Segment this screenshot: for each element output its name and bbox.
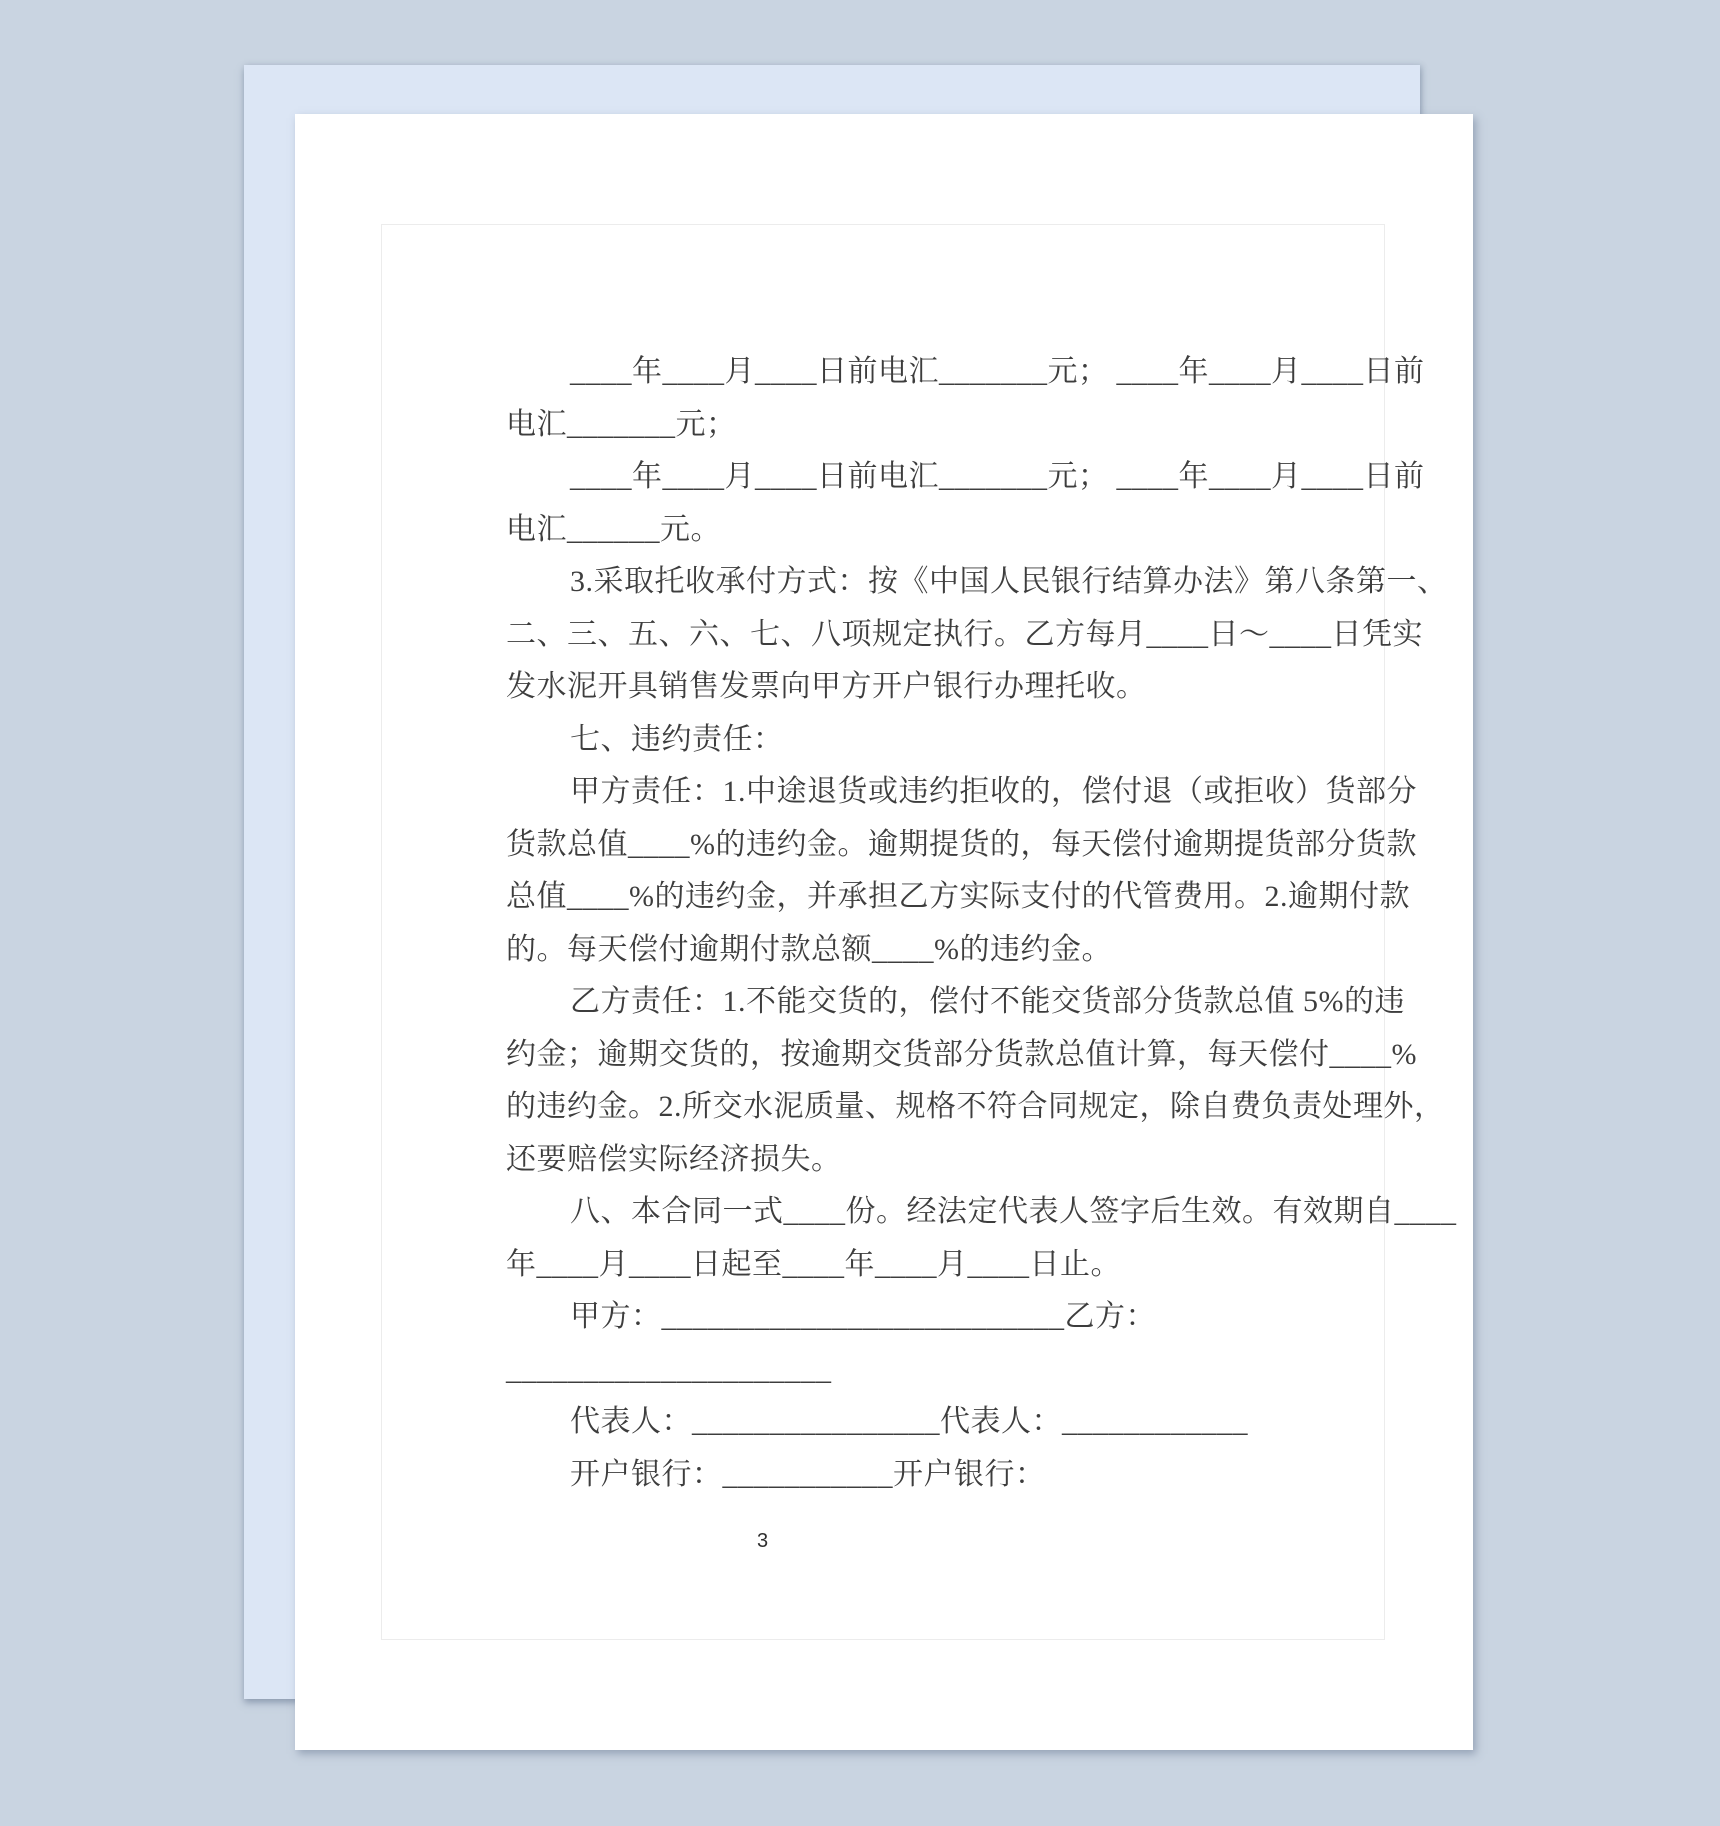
document-line: 电汇______元。 [506,512,721,546]
document-text-block [506,346,1457,1501]
document-line: 货款总值____%的违约金。逾期提货的，每天偿付逾期提货部分货款 [506,827,1417,861]
document-line: 甲方：__________________________乙方： [570,1300,1156,1333]
document-line: 八、本合同一式____份。经法定代表人签字后生效。有效期自____ [570,1195,1457,1228]
document-line: 电汇_______元； [506,407,737,441]
document-line: ____年____月____日前电汇_______元； ____年____月____日前 [570,355,1425,388]
document-line: 七、违约责任： [570,722,784,756]
document-line: 甲方责任：1.中途退货或违约拒收的，偿付退（或拒收）货部分 [570,775,1417,808]
document-page [295,114,1473,1750]
document-line: 的违约金。2.所交水泥质量、规格不符合同规定，除自费负责处理外， [506,1090,1445,1123]
document-line: 约金；逾期交货的，按逾期交货部分货款总值计算，每天偿付____% [506,1037,1417,1071]
document-line: 乙方责任：1.不能交货的，偿付不能交货部分货款总值 5%的违 [570,985,1405,1018]
document-line: 3.采取托收承付方式：按《中国人民银行结算办法》第八条第一、 [570,565,1448,598]
document-line: ____年____月____日前电汇_______元； ____年____月____日前 [570,460,1425,493]
document-line: 二、三、五、六、七、八项规定执行。乙方每月____日～____日凭实 [506,617,1423,651]
document-line: 代表人：________________代表人：____________ [570,1405,1248,1438]
document-line: 年____月____日起至____年____月____日止。 [506,1247,1121,1281]
document-line: 开户银行：___________开户银行： [570,1457,1046,1491]
document-line: _____________________ [506,1352,832,1386]
document-line: 还要赔偿实际经济损失。 [506,1142,842,1176]
document-line: 的。每天偿付逾期付款总额____%的违约金。 [506,932,1112,966]
document-line: 总值____%的违约金，并承担乙方实际支付的代管费用。2.逾期付款 [506,880,1410,913]
document-line: 发水泥开具销售发票向甲方开户银行办理托收。 [506,670,1147,703]
page-number: 3 [757,1530,769,1552]
